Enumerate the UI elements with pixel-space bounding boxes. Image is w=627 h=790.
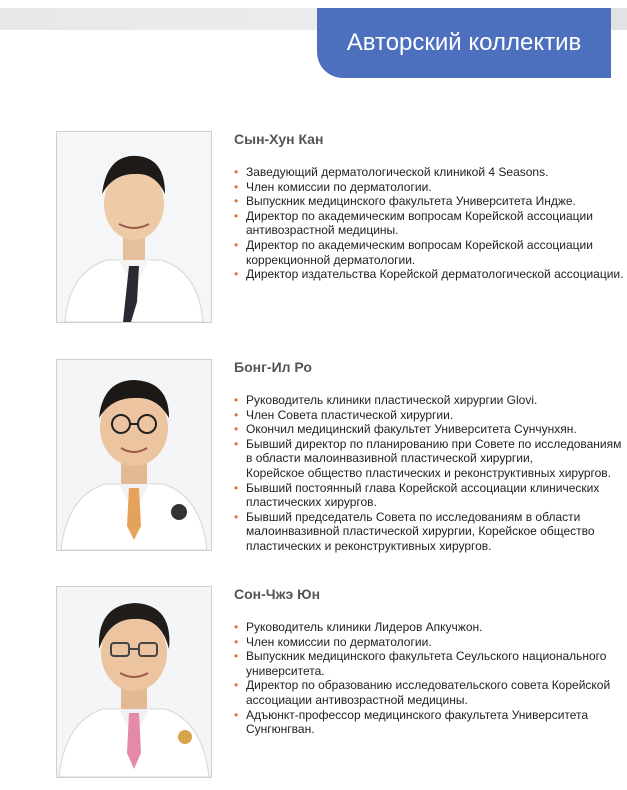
- fact-line: Заведующий дерматологической клиникой 4 Seasons.: [246, 165, 549, 179]
- bullet-icon: •: [234, 208, 239, 223]
- bullet-icon: •: [234, 393, 239, 407]
- fact-line: Окончил медицинский факультет Университета Сунчунхян.: [246, 422, 577, 437]
- author-photo: [56, 359, 212, 551]
- fact-line: Директор издательства Корейской дерматологической ассоциации.: [246, 267, 624, 282]
- fact-line: Бывший директор по планированию при Совете по исследованиям: [246, 436, 622, 451]
- fact-line: малоинвазивной пластической хирургии, Корейское общество: [246, 524, 595, 539]
- fact-line: Член комиссии по дерматологии.: [246, 634, 432, 649]
- bullet-icon: •: [234, 267, 239, 282]
- author-name: Сон-Чжэ Юн: [234, 586, 321, 602]
- page-title: Авторский коллектив: [317, 8, 611, 78]
- fact-item: [234, 620, 624, 635]
- author-info: [234, 131, 624, 282]
- fact-item: [234, 708, 624, 737]
- author-facts: [234, 620, 624, 737]
- fact-item: [234, 267, 624, 282]
- author-info: [234, 586, 624, 737]
- bullet-icon: •: [234, 436, 239, 451]
- author-facts: [234, 393, 624, 554]
- bullet-icon: •: [234, 620, 239, 634]
- doctor-portrait-icon: [57, 360, 211, 550]
- fact-line: Сунгюнгван.: [246, 722, 315, 737]
- fact-line: Выпускник медицинского факультета Университета Индже.: [246, 194, 576, 209]
- author-info: [234, 359, 624, 554]
- doctor-portrait-icon: [57, 132, 211, 322]
- fact-line: Директор по академическим вопросам Корейской ассоциации: [246, 208, 593, 223]
- author-name: Бонг-Ил Ро: [234, 359, 312, 375]
- author-facts: [234, 165, 624, 282]
- fact-line: Директор по академическим вопросам Корейской ассоциации: [246, 237, 593, 252]
- bullet-icon: •: [234, 237, 239, 252]
- fact-item: [234, 437, 624, 481]
- fact-line: Член комиссии по дерматологии.: [246, 179, 432, 194]
- bullet-icon: •: [234, 634, 239, 649]
- fact-line: в области малоинвазивной пластической хирургии,: [246, 451, 533, 466]
- fact-item: [234, 635, 624, 650]
- fact-line: пластических хирургов.: [246, 495, 377, 510]
- fact-line: Корейское общество пластических и реконструктивных хирургов.: [246, 465, 611, 480]
- fact-item: [234, 238, 624, 267]
- fact-item: [234, 180, 624, 195]
- fact-item: [234, 194, 624, 209]
- bullet-icon: •: [234, 707, 239, 722]
- bullet-icon: •: [234, 480, 239, 495]
- bullet-icon: •: [234, 165, 239, 179]
- author-photo: [56, 131, 212, 323]
- fact-line: коррекционной дерматологии.: [246, 252, 416, 267]
- bullet-icon: •: [234, 179, 239, 194]
- fact-line: Член Совета пластической хирургии.: [246, 407, 454, 422]
- fact-item: [234, 678, 624, 707]
- fact-item: [234, 422, 624, 437]
- bullet-icon: •: [234, 678, 239, 693]
- fact-line: Выпускник медицинского факультета Сеульского национального: [246, 649, 607, 664]
- bullet-icon: •: [234, 422, 239, 437]
- doctor-portrait-icon: [57, 587, 211, 777]
- fact-item: [234, 510, 624, 554]
- fact-line: Руководитель клиники Лидеров Апкучжон.: [246, 620, 483, 634]
- fact-line: ассоциации антивозрастной медицины.: [246, 692, 468, 707]
- fact-item: [234, 481, 624, 510]
- fact-line: университета.: [246, 663, 325, 678]
- bullet-icon: •: [234, 509, 239, 524]
- fact-line: Адъюнкт-профессор медицинского факультета Университета: [246, 707, 589, 722]
- author-name: Сын-Хун Кан: [234, 131, 324, 147]
- fact-line: Бывший постоянный глава Корейской ассоциации клинических: [246, 480, 600, 495]
- bullet-icon: •: [234, 194, 239, 209]
- fact-item: [234, 209, 624, 238]
- fact-line: Руководитель клиники пластической хирургии Glovi.: [246, 393, 538, 407]
- fact-line: пластических и реконструктивных хирургов.: [246, 538, 492, 553]
- fact-line: Директор по образованию исследовательского совета Корейской: [246, 678, 611, 693]
- fact-line: Бывший председатель Совета по исследованиям в области: [246, 509, 581, 524]
- fact-line: антивозрастной медицины.: [246, 223, 399, 238]
- author-photo: [56, 586, 212, 778]
- fact-item: [234, 393, 624, 408]
- bullet-icon: •: [234, 649, 239, 664]
- bullet-icon: •: [234, 407, 239, 422]
- fact-item: [234, 649, 624, 678]
- fact-item: [234, 408, 624, 423]
- fact-item: [234, 165, 624, 180]
